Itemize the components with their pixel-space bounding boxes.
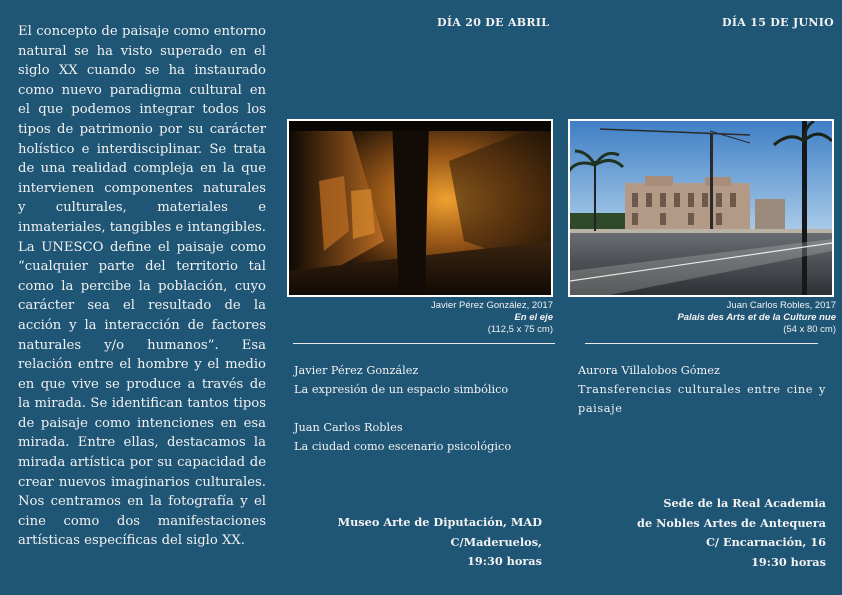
venue-name: Sede de la Real Academia [663,496,826,510]
divider-april [293,343,555,344]
caption-en-el-eje [287,300,553,336]
caption-title: En el eje [514,312,553,323]
talk-speaker: Javier Pérez González [294,364,419,377]
venue-address: C/ Encarnación, 16 [705,535,826,549]
talk-perez-gonzalez [294,361,544,399]
talk-speaker: Juan Carlos Robles [294,421,403,434]
talk-villalobos [578,361,826,418]
date-april: DÍA 20 DE ABRIL [437,16,550,29]
venue-time: 19:30 horas [751,554,826,569]
dolmen-photo-image [289,121,551,295]
venue-address: C/Maderuelos, [450,534,542,549]
city-street-photo-image [570,121,832,295]
venue-mad [282,513,542,572]
talk-title: La expresión de un espacio simbólico [294,383,509,396]
caption-size: (112,5 x 75 cm) [487,324,553,335]
caption-author: Juan Carlos Robles, 2017 [726,300,836,311]
divider-june [585,343,818,344]
venue-name-2: de Nobles Artes de Antequera [637,515,826,530]
venue-time: 19:30 horas [467,554,542,568]
talk-title: Transferencias culturales entre cine y paisaje [578,383,826,415]
caption-author: Javier Pérez González, 2017 [431,300,553,311]
venue-name: Museo Arte de Diputación, MAD [337,515,542,529]
venue-academia [566,494,826,572]
intro-paragraph: El concepto de paisaje como entorno natural se ha visto superado en el siglo XX cuando se ha instaurado como nuevo paradigma cultural en el que podemos integrar todos los tipos de patrimonio por su carácter holístico e interdisciplinar. Se trata de una realidad compleja en la que intervienen componentes naturales y culturales, materiales e inmateriales, tangibles e intangibles. La UNESCO define el paisaje como “cualquier parte del territorio tal como la percibe la población, cuyo carácter sea el resultado de la acción y la interacción de factores naturales y/o humanos”. Esa relación entre el hombre y el medio en que vive se produce a través de la mirada. Se identifican tantos tipos de paisaje como intenciones en esa mirada. Entre ellas, destacamos la mirada artística por su capacidad de crear nuevos imaginarios culturales. Nos centramos en la fotografía y el cine como dos manifestaciones artísticas específicas del siglo XX. [18,24,266,549]
talk-speaker: Aurora Villalobos Gómez [578,364,720,377]
date-june: DÍA 15 DE JUNIO [722,16,835,29]
caption-title: Palais des Arts et de la Culture nue [677,312,836,323]
caption-palais-des-arts [570,300,836,336]
caption-size: (54 x 80 cm) [783,324,836,335]
talk-title: La ciudad como escenario psicológico [294,440,512,453]
photo-palais-des-arts [568,119,834,297]
talk-robles [294,418,544,456]
photo-en-el-eje [287,119,553,297]
